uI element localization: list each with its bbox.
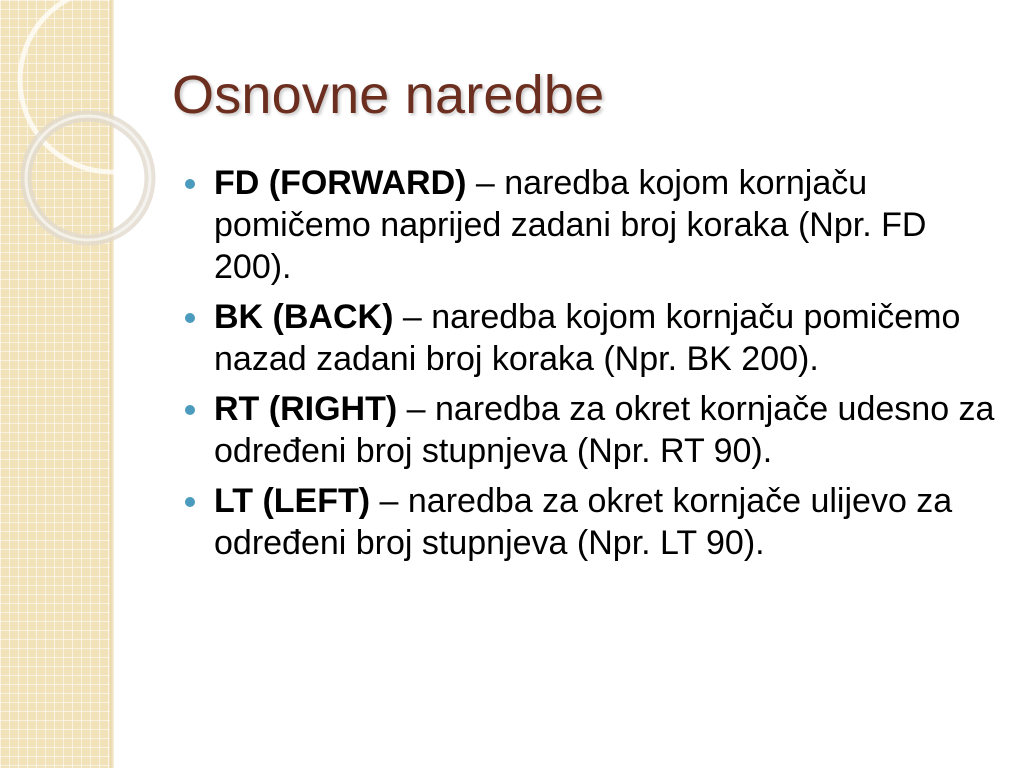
command-name: FD (FORWARD) xyxy=(214,164,467,202)
slide-title: Osnovne naredbe xyxy=(172,65,605,125)
decorative-ring-lower-highlight xyxy=(26,116,150,240)
command-name: RT (RIGHT) xyxy=(214,390,398,428)
command-description: – naredba za okret kornjače ulijevo za određeni broj stupnjeva (Npr. LT 90). xyxy=(214,482,953,562)
bullet-item-right xyxy=(185,388,995,472)
bullet-dot-icon xyxy=(185,313,195,323)
bullet-dot-icon xyxy=(185,497,195,507)
command-description: – naredba za okret kornjače udesno za određeni broj stupnjeva (Npr. RT 90). xyxy=(214,390,995,470)
command-name: BK (BACK) xyxy=(214,298,394,336)
command-description: – naredba kojom kornjaču pomičemo naprijed zadani broj koraka (Npr. FD 200). xyxy=(214,164,927,286)
decorative-rings xyxy=(0,0,200,280)
command-description: – naredba kojom kornjaču pomičemo nazad zadani broj koraka (Npr. BK 200). xyxy=(214,298,961,378)
bullet-item-back xyxy=(185,296,995,380)
bullet-item-forward xyxy=(185,162,995,288)
bullet-dot-icon xyxy=(185,179,195,189)
bullet-item-left xyxy=(185,480,995,564)
bullet-list xyxy=(185,162,995,572)
bullet-dot-icon xyxy=(185,405,195,415)
command-name: LT (LEFT) xyxy=(214,482,371,520)
